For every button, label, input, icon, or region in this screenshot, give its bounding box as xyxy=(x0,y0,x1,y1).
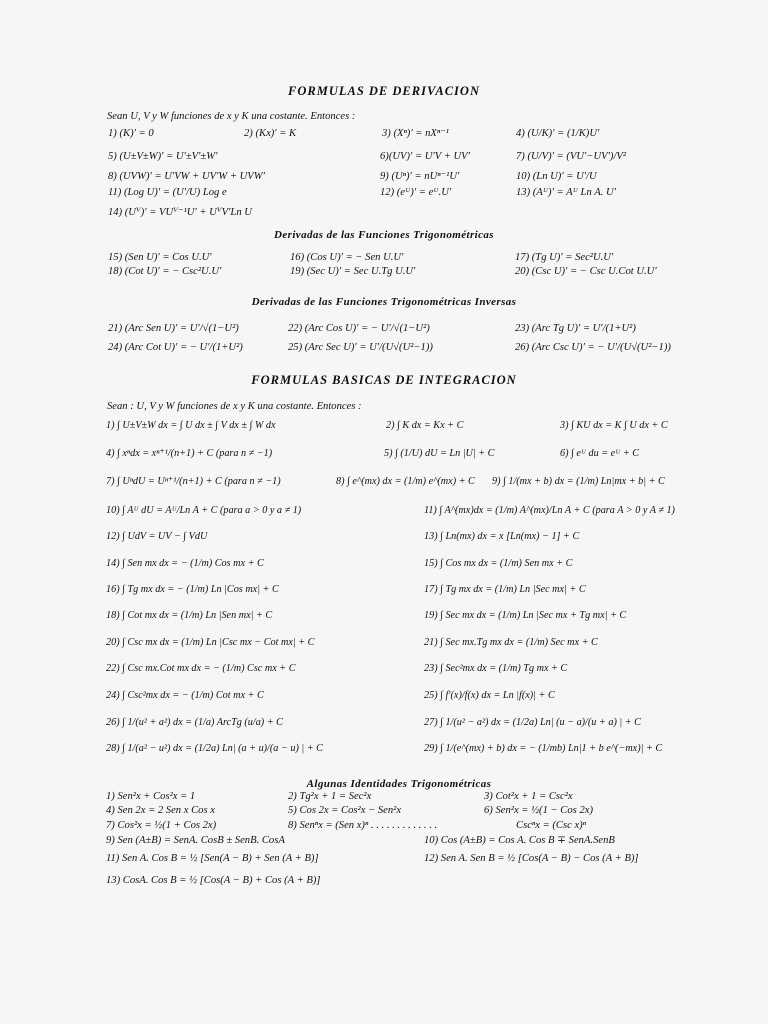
heading-trig: Derivadas de las Funciones Trigonométricas xyxy=(274,229,494,241)
integral-28: 28) ∫ 1/(a² − u²) dx = (1/2a) Ln| (a + u)/(a − u) | + C xyxy=(106,743,323,754)
heading-integracion: FORMULAS BASICAS DE INTEGRACION xyxy=(251,373,517,387)
deriv-12: 12) (eᵁ)′ = eᵁ.U′ xyxy=(380,187,452,198)
deriv-7: 7) (U/V)′ = (VU′−UV′)/V² xyxy=(516,151,627,162)
deriv-3: 3) (Xⁿ)′ = nXⁿ⁻¹ xyxy=(382,128,449,139)
trig-inv-21: 21) (Arc Sen U)′ = U′/√(1−U²) xyxy=(108,323,239,334)
integral-18: 18) ∫ Cot mx dx = (1/m) Ln |Sen mx| + C xyxy=(106,610,273,621)
identity-4: 4) Sen 2x = 2 Sen x Cos x xyxy=(106,805,215,816)
integral-21: 21) ∫ Sec mx.Tg mx dx = (1/m) Sec mx + C xyxy=(424,637,598,648)
integral-25: 25) ∫ f′(x)/f(x) dx = Ln |f(x)| + C xyxy=(424,690,555,701)
integral-11: 11) ∫ A^(mx)dx = (1/m) A^(mx)/Ln A + C (para A > 0 y A ≠ 1) xyxy=(424,505,675,516)
deriv-9: 9) (Uⁿ)′ = nUⁿ⁻¹U′ xyxy=(380,171,460,182)
identity-9: 9) Sen (A±B) = SenA. CosB ± SenB. CosA xyxy=(106,835,285,846)
identity-6: 6) Sen²x = ½(1 − Cos 2x) xyxy=(484,805,593,816)
integral-10: 10) ∫ Aᵁ dU = Aᵁ/Ln A + C (para a > 0 y a ≠ 1) xyxy=(106,505,302,516)
identity-8b: Cscⁿx = (Csc x)ⁿ xyxy=(516,820,587,831)
integral-29: 29) ∫ 1/(e^(mx) + b) dx = − (1/mb) Ln|1 + b e^(−mx)| + C xyxy=(424,743,663,754)
integral-1: 1) ∫ U±V±W dx = ∫ U dx ± ∫ V dx ± ∫ W dx xyxy=(106,420,276,431)
integral-13: 13) ∫ Ln(mx) dx = x [Ln(mx) − 1] + C xyxy=(424,531,580,542)
heading-derivacion: FORMULAS DE DERIVACION xyxy=(288,84,480,98)
integral-6: 6) ∫ eᵁ du = eᵁ + C xyxy=(560,448,640,459)
trig-inv-22: 22) (Arc Cos U)′ = − U′/√(1−U²) xyxy=(288,323,430,334)
integral-5: 5) ∫ (1/U) dU = Ln |U| + C xyxy=(384,448,495,459)
identity-2: 2) Tg²x + 1 = Sec²x xyxy=(288,791,372,802)
integral-24: 24) ∫ Csc²mx dx = − (1/m) Cot mx + C xyxy=(106,690,264,701)
identity-11: 11) Sen A. Cos B = ½ [Sen(A − B) + Sen (A + B)] xyxy=(106,853,319,864)
integral-22: 22) ∫ Csc mx.Cot mx dx = − (1/m) Csc mx + C xyxy=(106,663,296,674)
integral-23: 23) ∫ Sec²mx dx = (1/m) Tg mx + C xyxy=(424,663,568,674)
integral-12: 12) ∫ UdV = UV − ∫ VdU xyxy=(106,531,208,542)
integral-3: 3) ∫ KU dx = K ∫ U dx + C xyxy=(560,420,668,431)
intro-integracion: Sean : U, V y W funciones de x y K una costante. Entonces : xyxy=(107,401,362,412)
integral-20: 20) ∫ Csc mx dx = (1/m) Ln |Csc mx − Cot mx| + C xyxy=(106,637,315,648)
trig-20: 20) (Csc U)′ = − Csc U.Cot U.U′ xyxy=(515,266,657,277)
deriv-14: 14) (Uⱽ)′ = VUⱽ⁻¹U′ + UⱽV′Ln U xyxy=(108,207,252,218)
deriv-8: 8) (UVW)′ = U′VW + UV′W + UVW′ xyxy=(108,171,265,182)
identity-7: 7) Cos²x = ½(1 + Cos 2x) xyxy=(106,820,217,831)
integral-19: 19) ∫ Sec mx dx = (1/m) Ln |Sec mx + Tg mx| + C xyxy=(424,610,627,621)
heading-identidades: Algunas Identidades Trigonométricas xyxy=(306,778,492,790)
deriv-2: 2) (Kx)′ = K xyxy=(244,128,297,139)
trig-inv-26: 26) (Arc Csc U)′ = − U′/(U√(U²−1)) xyxy=(515,342,671,353)
integral-17: 17) ∫ Tg mx dx = (1/m) Ln |Sec mx| + C xyxy=(424,584,586,595)
integral-7: 7) ∫ UⁿdU = Uⁿ⁺¹/(n+1) + C (para n ≠ −1) xyxy=(106,476,281,487)
deriv-1: 1) (K)′ = 0 xyxy=(108,128,154,139)
integral-4: 4) ∫ xⁿdx = xⁿ⁺¹/(n+1) + C (para n ≠ −1) xyxy=(106,448,273,459)
integral-16: 16) ∫ Tg mx dx = − (1/m) Ln |Cos mx| + C xyxy=(106,584,279,595)
trig-18: 18) (Cot U)′ = − Csc²U.U′ xyxy=(108,266,222,277)
trig-inv-25: 25) (Arc Sec U)′ = U′/(U√(U²−1)) xyxy=(288,342,433,353)
integral-14: 14) ∫ Sen mx dx = − (1/m) Cos mx + C xyxy=(106,558,264,569)
deriv-4: 4) (U/K)′ = (1/K)U′ xyxy=(516,128,600,139)
integral-26: 26) ∫ 1/(u² + a²) dx = (1/a) ArcTg (u/a) + C xyxy=(106,717,283,728)
integral-27: 27) ∫ 1/(u² − a²) dx = (1/2a) Ln| (u − a)/(u + a) | + C xyxy=(424,717,641,728)
trig-16: 16) (Cos U)′ = − Sen U.U′ xyxy=(290,252,404,263)
identity-12: 12) Sen A. Sen B = ½ [Cos(A − B) − Cos (A + B)] xyxy=(424,853,639,864)
deriv-13: 13) (Aᵁ)′ = Aᵁ Ln A. U′ xyxy=(516,187,616,198)
integral-15: 15) ∫ Cos mx dx = (1/m) Sen mx + C xyxy=(424,558,573,569)
intro-derivacion: Sean U, V y W funciones de x y K una costante. Entonces : xyxy=(107,111,356,122)
heading-trig-inv: Derivadas de las Funciones Trigonométricas Inversas xyxy=(251,296,517,308)
deriv-6: 6)(UV)′ = U′V + UV′ xyxy=(380,151,470,162)
integral-9: 9) ∫ 1/(mx + b) dx = (1/m) Ln|mx + b| + C xyxy=(492,476,665,487)
integral-2: 2) ∫ K dx = Kx + C xyxy=(386,420,464,431)
deriv-5: 5) (U±V±W)′ = U′±V′±W′ xyxy=(108,151,218,162)
trig-15: 15) (Sen U)′ = Cos U.U′ xyxy=(108,252,212,263)
trig-inv-24: 24) (Arc Cot U)′ = − U′/(1+U²) xyxy=(108,342,243,353)
identity-13: 13) CosA. Cos B = ½ [Cos(A − B) + Cos (A + B)] xyxy=(106,875,321,886)
identity-3: 3) Cot²x + 1 = Csc²x xyxy=(484,791,573,802)
identity-8: 8) Senⁿx = (Sen x)ⁿ . . . . . . . . . . . . . xyxy=(288,820,438,831)
deriv-11: 11) (Log U)′ = (U′/U) Log e xyxy=(108,187,227,198)
identity-1: 1) Sen²x + Cos²x = 1 xyxy=(106,791,196,802)
trig-19: 19) (Sec U)′ = Sec U.Tg U.U′ xyxy=(290,266,416,277)
integral-8: 8) ∫ e^(mx) dx = (1/m) e^(mx) + C xyxy=(336,476,475,487)
identity-5: 5) Cos 2x = Cos²x − Sen²x xyxy=(288,805,402,816)
trig-inv-23: 23) (Arc Tg U)′ = U′/(1+U²) xyxy=(515,323,636,334)
identity-10: 10) Cos (A±B) = Cos A. Cos B ∓ SenA.SenB xyxy=(424,835,615,846)
trig-17: 17) (Tg U)′ = Sec²U.U′ xyxy=(515,252,614,263)
deriv-10: 10) (Ln U)′ = U′/U xyxy=(516,171,597,182)
